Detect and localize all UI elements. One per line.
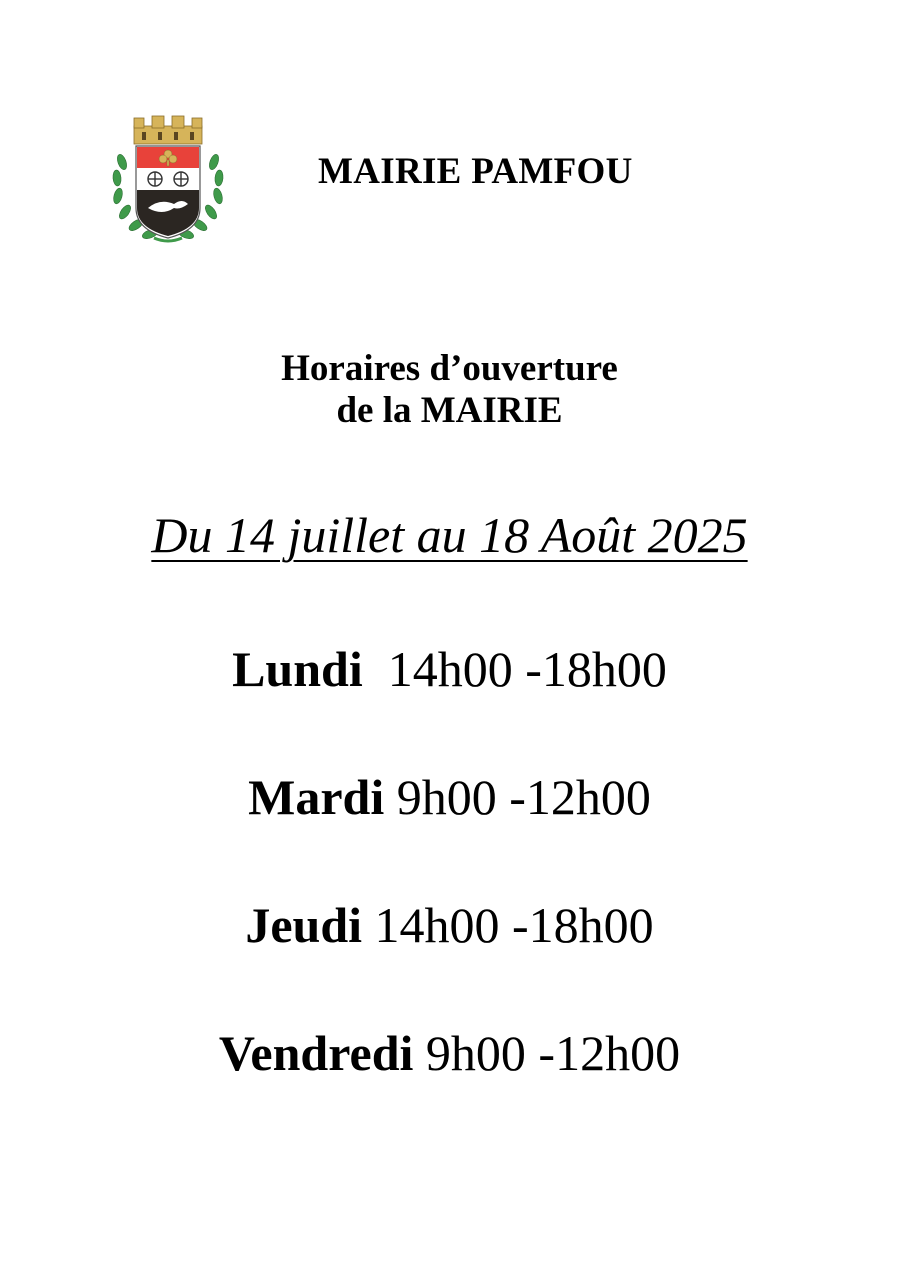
hours-value: 14h00 -18h00 bbox=[374, 897, 654, 953]
schedule-row-lundi bbox=[0, 636, 899, 764]
schedule-list bbox=[0, 636, 899, 1148]
day-gap bbox=[362, 897, 375, 953]
schedule-row-mardi bbox=[0, 764, 899, 892]
subtitle-line-2: de la MAIRIE bbox=[336, 390, 563, 431]
day-gap bbox=[413, 1025, 426, 1081]
page-title: MAIRIE PAMFOU bbox=[318, 151, 633, 192]
day-label: Jeudi bbox=[245, 897, 363, 953]
schedule-row-jeudi bbox=[0, 892, 899, 1020]
day-gap bbox=[384, 769, 397, 825]
day-label: Vendredi bbox=[218, 1025, 414, 1081]
period-heading bbox=[0, 500, 899, 570]
hours-value: 14h00 -18h00 bbox=[387, 641, 667, 697]
subtitle-line-1: Horaires d’ouverture bbox=[281, 348, 618, 389]
day-gap bbox=[363, 641, 388, 697]
subtitle bbox=[0, 348, 899, 432]
day-label: Mardi bbox=[248, 769, 385, 825]
hours-value: 9h00 -12h00 bbox=[425, 1025, 681, 1081]
coat-of-arms-icon bbox=[108, 112, 228, 250]
schedule-row-vendredi bbox=[0, 1020, 899, 1148]
period-text: Du 14 juillet au 18 Août 2025 bbox=[151, 507, 748, 563]
day-label: Lundi bbox=[232, 641, 363, 697]
hours-value: 9h00 -12h00 bbox=[396, 769, 651, 825]
